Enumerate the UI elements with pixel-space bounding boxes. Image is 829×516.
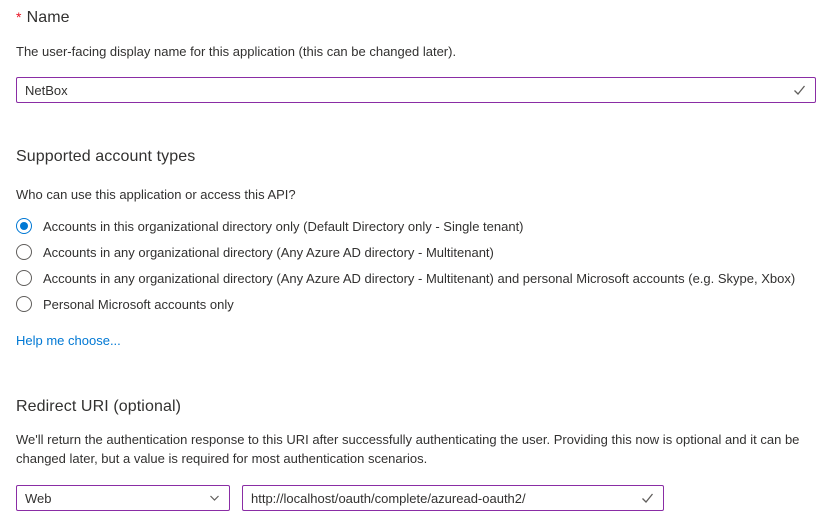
redirect-uri-description: We'll return the authentication response to this URI after successfully authenticating the user. Providing this now is optional and it can be changed later, but a value is required for most authentication scenarios. bbox=[16, 432, 800, 466]
checkmark-icon bbox=[640, 491, 655, 506]
redirect-uri-input[interactable] bbox=[242, 485, 664, 511]
account-types-radio-group bbox=[16, 213, 813, 317]
account-types-title: Supported account types bbox=[16, 148, 196, 165]
redirect-uri-input-container bbox=[242, 485, 664, 511]
radio-button-icon bbox=[16, 218, 32, 234]
redirect-uri-title: Redirect URI (optional) bbox=[16, 398, 182, 415]
platform-select-value: Web bbox=[25, 490, 52, 506]
radio-option-personal-only[interactable] bbox=[16, 291, 813, 317]
radio-option-multitenant-personal[interactable] bbox=[16, 265, 813, 291]
radio-option-label: Accounts in this organizational directory only (Default Directory only - Single tenant) bbox=[43, 218, 524, 234]
radio-option-label: Accounts in any organizational directory (Any Azure AD directory - Multitenant) and personal Microsoft accounts (e.g. Skype, Xbox) bbox=[43, 270, 796, 286]
name-title-text: Name bbox=[26, 9, 70, 26]
help-me-choose-link[interactable]: Help me choose... bbox=[16, 333, 121, 348]
platform-select[interactable] bbox=[16, 485, 230, 511]
required-asterisk: * bbox=[16, 9, 22, 25]
radio-button-icon bbox=[16, 244, 32, 260]
name-section-title bbox=[16, 9, 813, 27]
radio-button-icon bbox=[16, 270, 32, 286]
chevron-down-icon bbox=[208, 492, 221, 505]
checkmark-icon bbox=[792, 83, 807, 98]
radio-option-multitenant[interactable] bbox=[16, 239, 813, 265]
name-input-container bbox=[16, 77, 816, 103]
radio-option-label: Accounts in any organizational directory (Any Azure AD directory - Multitenant) bbox=[43, 244, 494, 260]
radio-button-icon bbox=[16, 296, 32, 312]
redirect-uri-row bbox=[16, 485, 813, 511]
name-input[interactable] bbox=[16, 77, 816, 103]
radio-option-single-tenant[interactable] bbox=[16, 213, 813, 239]
name-description: The user-facing display name for this application (this can be changed later). bbox=[16, 44, 457, 59]
radio-option-label: Personal Microsoft accounts only bbox=[43, 296, 234, 312]
account-types-question: Who can use this application or access this API? bbox=[16, 187, 296, 202]
